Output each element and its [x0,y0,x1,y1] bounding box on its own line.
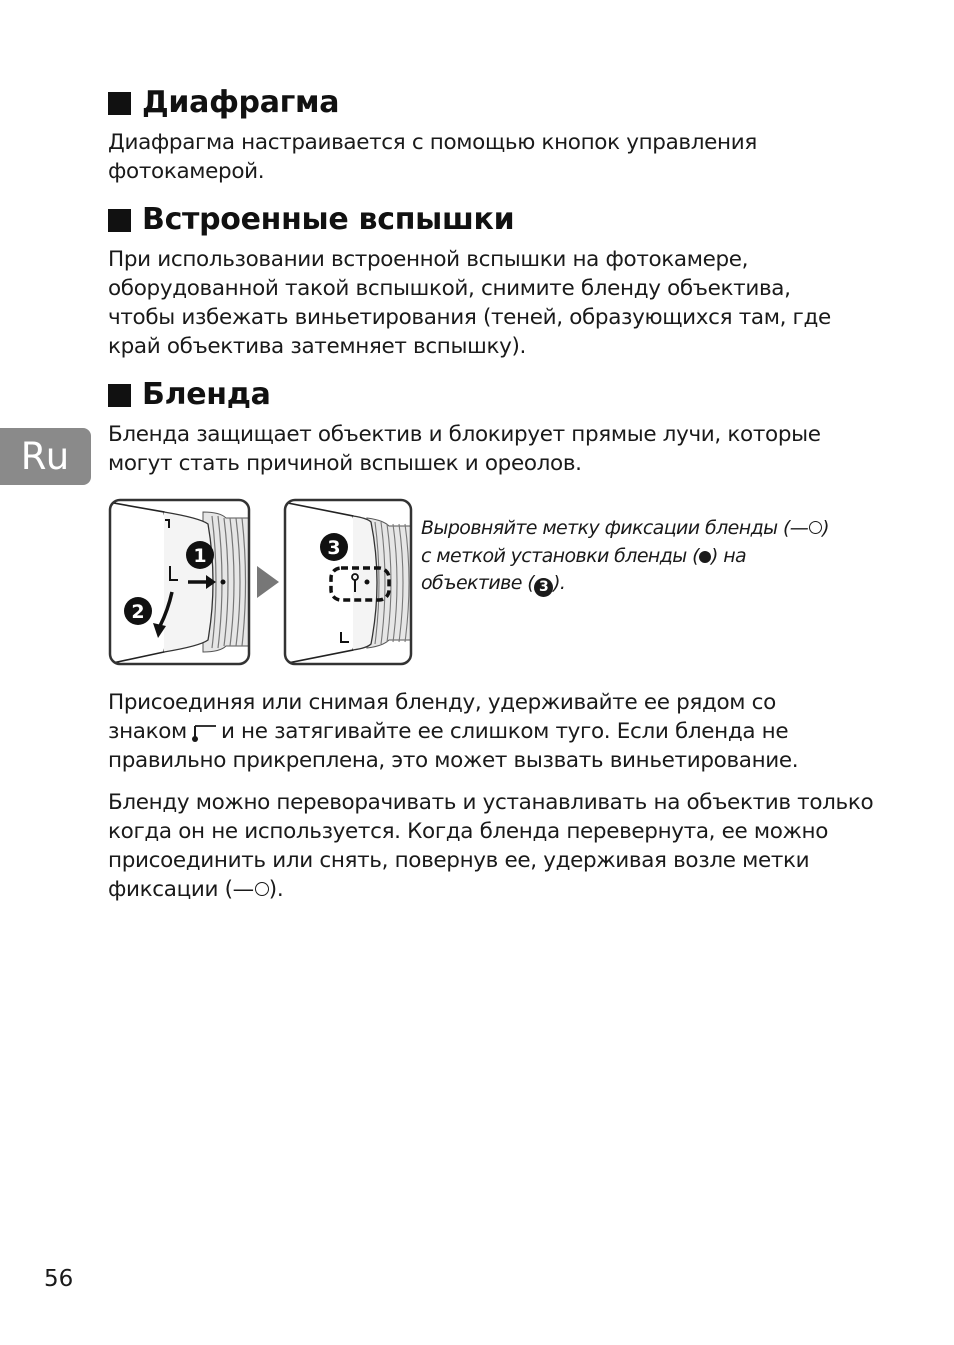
heading-hood [108,377,271,412]
paragraph-line: край объектива затемняет вспышку). [108,334,526,359]
paragraph-text: знаком [108,719,187,744]
lock-dash: — [232,877,254,902]
paragraph-line: Бленда защищает объектив и блокирует прямые лучи, которые [108,422,821,447]
caption-line [421,543,829,571]
language-tab: Ru [0,428,91,485]
caption-text: с меткой установки бленды ( [421,544,699,567]
paragraph-line: правильно прикреплена, это может вызвать виньетирование. [108,748,799,773]
caption-text: ) [822,517,829,539]
caption-text: Выровняйте метку фиксации бленды ( [421,517,790,539]
paragraph-attach [108,688,798,775]
heading-aperture [108,85,340,120]
figure-caption [421,515,829,598]
paragraph-line: При использовании встроенной вспышки на фотокамере, [108,247,749,272]
paragraph-hood [108,420,821,478]
circle-icon [809,521,822,534]
mount-mark-icon [190,723,218,743]
paragraph-line: оборудованной такой вспышкой, снимите бленду объектива, [108,276,791,301]
step-3-label: 3 [327,537,341,559]
lock-mark-icon [233,875,269,904]
next-step-arrow-icon [257,566,279,598]
heading-hood-text: Бленда [142,377,271,412]
paragraph-line [108,875,873,904]
paragraph-line: Бленду можно переворачивать и устанавливать на объектив только [108,790,874,815]
lock-dash: — [789,517,809,539]
paragraph-text: и не затягивайте ее слишком туго. Если бленда не [220,719,789,744]
step-2-label: 2 [131,601,145,623]
circle-icon [255,882,269,896]
hood-figure-panel-2 [283,498,413,666]
paragraph-line [108,717,798,746]
heading-aperture-text: Диафрагма [142,85,340,120]
heading-square-icon [108,209,131,232]
hood-figure-panel-1 [108,498,251,666]
paragraph-line: фотокамерой. [108,159,265,184]
paragraph-line: присоединить или снять, повернув ее, удерживая возле метки [108,848,810,873]
page-number: 56 [44,1266,74,1292]
caption-line [421,570,829,598]
caption-text: ). [553,572,566,594]
heading-square-icon [108,92,131,115]
paragraph-line: могут стать причиной вспышек и ореолов. [108,451,582,476]
step-3-ref-icon: 3 [534,578,553,597]
paragraph-flash [108,245,831,361]
paragraph-reverse [108,788,873,904]
paragraph-line: чтобы избежать виньетирования (теней, образующихся там, где [108,305,831,330]
lock-mark-icon [790,515,822,543]
mounting-dot-icon [699,551,711,563]
heading-square-icon [108,384,131,407]
step-1-label: 1 [193,545,207,567]
paragraph-line: когда он не используется. Когда бленда перевернута, ее можно [108,819,829,844]
paragraph-text: ). [268,877,284,902]
caption-line [421,515,829,543]
caption-text: объективе ( [421,572,535,594]
paragraph-line: Присоединяя или снимая бленду, удерживайте ее рядом со [108,690,776,715]
paragraph-aperture [108,128,757,186]
heading-flash-text: Встроенные вспышки [142,202,515,237]
paragraph-text: фиксации ( [108,877,233,902]
paragraph-line: Диафрагма настраивается с помощью кнопок управления [108,130,757,155]
heading-flash [108,202,515,237]
caption-text: ) на [710,544,747,567]
